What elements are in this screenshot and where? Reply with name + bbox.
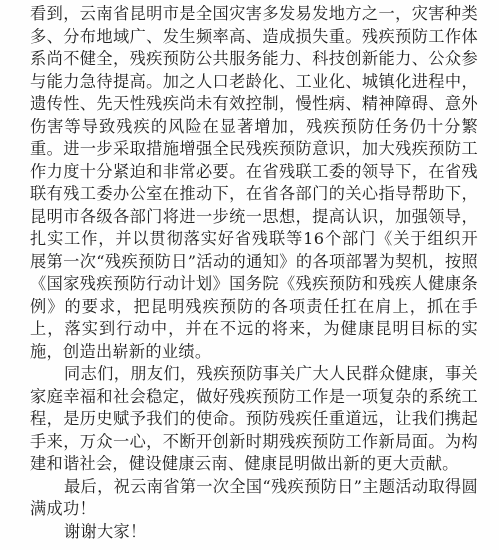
paragraph-closing-thanks: 谢谢大家！ bbox=[64, 521, 147, 541]
paragraph-appeal: 同志们，朋友们，残疾预防事关广大人民群众健康，事关家庭幸福和社会稳定，做好残疾预防工作是一项复杂的系统工程，是历史赋予我们的使命。预防残疾任重道远，让我们携起手来，万众一心，不断开创新时期残疾预防工作新局面。为构建和谐社会，健设健康云南、健康昆明做出新的更大贡献。 bbox=[30, 364, 478, 473]
speech-text-body bbox=[30, 3, 478, 543]
paragraph-body-continuation: 看到，云南省昆明市是全国灾害多发易发地方之一，灾害种类多、分布地域广、发生频率高、造成损失重。残疾预防工作体系尚不健全，残疾预防公共服务能力、科技创新能力、公众参与能力急待提高。加之人口老龄化、工业化、城镇化进程中，遗传性、先天性残疾尚未有效控制，慢性病、精神障碍、意外伤害等导致残疾的风险在显著增加，残疾预防任务仍十分繁重。进一步采取措施增强全民残疾预防意识，加大残疾预防工作力度十分紧迫和非常必要。在省残联工委的领导下，在省残联有残工委办公室在推动下，在省各部门的关心指导帮助下，昆明市各级各部门将进一步统一思想，提高认识，加强领导，扎实工作，并以贯彻落实好省残联等16个部门《关于组织开展第一次“残疾预防日”活动的通知》的各项部署为契机，按照《国家残疾预防行动计划》国务院《残疾预防和残疾人健康条例》的要求，把昆明残疾预防的各项责任扛在肩上，抓在手上，落实到行动中，并在不远的将来，为健康昆明目标的实施，创造出崭新的业绩。 bbox=[30, 4, 478, 361]
paragraph-wish: 最后，祝云南省第一次全国“残疾预防日”主题活动取得圆满成功！ bbox=[30, 476, 478, 518]
